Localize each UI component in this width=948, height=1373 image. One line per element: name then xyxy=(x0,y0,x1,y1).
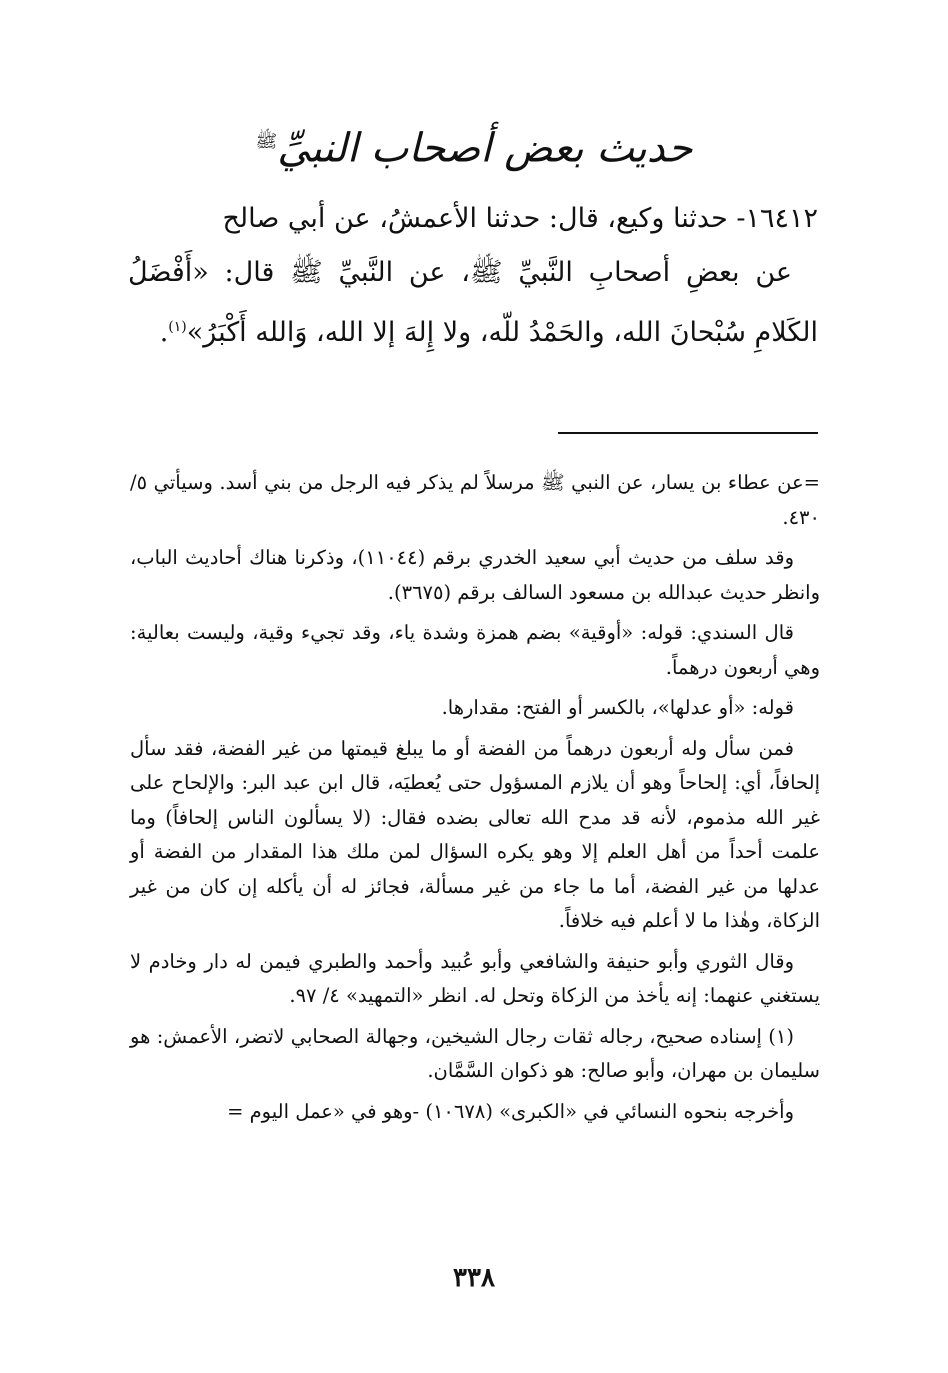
footnote-paragraph: قال السندي: قوله: «أوقية» بضم همزة وشدة ياء، وقد تجيء وقية، وليست بعالية: وهي أربعون درهماً. xyxy=(130,621,820,679)
footnote-paragraph: وأخرجه بنحوه النسائي في «الكبرى» (١٠٦٧٨) -وهو في «عمل اليوم = xyxy=(227,1099,794,1123)
footnote-paragraph: وقال الثوري وأبو حنيفة والشافعي وأبو عُبيد وأحمد والطبري فيمن له دار وخادم لا يستغني عنهما: إنه يأخذ من الزكاة وتحل له. انظر «التمهيد» ٤/ ٩٧. xyxy=(130,949,820,1007)
footnote-marker: (١) xyxy=(168,319,187,335)
honorific-mark: ﷺ xyxy=(255,131,278,152)
hadith-matn: عن بعضِ أصحابِ النَّبيِّ ﷺ، عن النَّبيِّ ﷺ قال: «أَفْضَلُ الكَلامِ سُبْحانَ الله، والحَمْدُ للّه، ولا إِلهَ إلا الله، وَالله أَكْبَرُ» xyxy=(128,257,818,348)
hadith-text xyxy=(128,192,818,360)
chapter-title-text: حديث بعض أصحاب النبيِّ xyxy=(277,125,693,172)
footnote-paragraph: =عن عطاء بن يسار، عن النبي ﷺ مرسلاً لم يذكر فيه الرجل من بني أسد. وسيأتي ٥/ ٤٣٠. xyxy=(130,471,820,529)
footnote-separator xyxy=(558,432,818,434)
footnotes xyxy=(130,466,820,1135)
hadith-end-mark: . xyxy=(159,317,169,348)
footnote-paragraph: وقد سلف من حديث أبي سعيد الخدري برقم (١١٠٤٤)، وذكرنا هناك أحاديث الباب، وانظر حديث عبدالله بن مسعود السالف برقم (٣٦٧٥). xyxy=(130,546,820,604)
hadith-matn-block xyxy=(128,246,818,360)
footnote-paragraph: قوله: «أو عدلها»، بالكسر أو الفتح: مقدارها. xyxy=(441,696,794,719)
hadith-isnad: ١٦٤١٢- حدثنا وكيع، قال: حدثنا الأعمشُ، عن أبي صالح xyxy=(222,203,818,234)
footnote-paragraph: فمن سأل وله أربعون درهماً من الفضة أو ما يبلغ قيمتها من غير الفضة، فقد سأل إلحافاً، أي: إلحاحاً وهو أن يلازم المسؤول حتى يُعطيَه، قال ابن عبد البر: والإلحاح على غير الله مذموم، لأنه قد مدح الله تعالى بضده فقال: (لا يسألون الناس إلحافاً) وما علمت أحداً من أهل العلم إلا وهو يكره السؤال لمن ملك هذا المقدار من الفضة أو عدلها من غير الفضة، أما ما جاء من غير مسألة، فجائز له أن يأكله إن كان من غير الزكاة، وهٰذا ما لا أعلم فيه خلافاً. xyxy=(130,736,820,932)
page-number: ٣٣٨ xyxy=(453,1263,495,1293)
chapter-title xyxy=(0,112,948,178)
footnote-paragraph: (١) إسناده صحيح، رجاله ثقات رجال الشيخين، وجهالة الصحابي لاتضر، الأعمش: هو سليمان بن مهران، وأبو صالح: هو ذكوان السَّمَّان. xyxy=(130,1024,820,1082)
